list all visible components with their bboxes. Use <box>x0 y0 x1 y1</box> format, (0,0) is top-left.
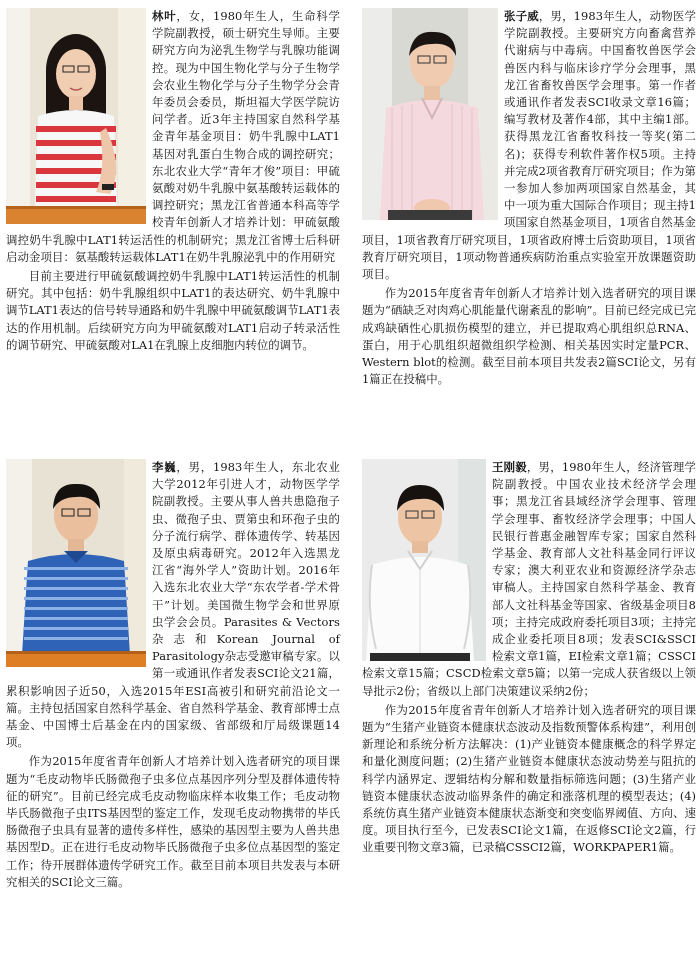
portrait-photo-li-wei <box>6 459 146 667</box>
bio-text: ，男，1983年生人，动物医学学院副教授。主要研究方向畜禽营养代谢病与中毒病。中国畜牧兽医学会兽医内科与临床诊疗学分会理事，黑龙江省畜牧兽医学会理事。第一作者或通讯作者发表SCI收录文章16篇；编写教材及著作4部，其中主编1部。获得黑龙江省畜牧科技一等奖(第二名)；获得专利软件著作权5项。主持并完成2项省教育厅研究项目；作为第一参加人参加两项国家自然基金，其中一项为重大国际合作项目；现主持1项国家自然基金项目，1项省自然基金项目，1项省教育厅研究项目，1项省政府博士后资助项目，1项省教育厅研究项目，1项动物普通疾病防治重点实验室开放课题资助项目。 <box>362 9 696 282</box>
bio-text: ，男，1980年生人，经济管理学院副教授。中国农业技术经济学会理事；黑龙江省县域经济学会理事、管理学会理事、畜牧经济学会理事；中国人民银行普惠金融智库专家；国家自然科学基金、教育部人文社科基金同行评议专家；澳大利亚农业和资源经济学杂志审稿人。主持国家自然科学基金、教育部人文社科基金等国家、省级基金项目8项；主持完成政府委托项目3项；主持完成企业委托项目8项；发表SCI&SSCI检索文章1篇，EI检索文章1篇；CSSCI检索文章15篇；CSCD检索文章5篇；以第一完成人获省级以上领导批示2份；省级以上部门决策建议采纳2份； <box>362 460 696 698</box>
project-text: 目前主要进行甲硫氨酸调控奶牛乳腺中LAT1转运活性的机制研究。其中包括：奶牛乳腺组织中LAT1的表达研究、奶牛乳腺中调节LAT1表达的信号转导通路和奶牛乳腺中甲硫氨酸调节LAT1表达的作用机制。后续研究方向为甲硫氨酸对LAT1启动子转录活性的调节研究、甲硫氨酸对LA1在乳腺上皮细胞内转位的调节。 <box>6 269 340 352</box>
portrait-photo-zhang-ziwei <box>362 8 498 220</box>
profile-lin-ye <box>6 8 340 354</box>
profile-li-wei <box>6 459 340 891</box>
person-name: 林叶 <box>152 9 177 23</box>
project-text: 作为2015年度省青年创新人才培养计划入选者研究的项目课题为“生猪产业链资本健康状态波动及指数预警体系构建”，利用创新理论和系统分析方法解决：(1)产业链资本健康概念的科学界定和量化测度问题；(2)生猪产业链资本健康状态波动势差与阻抗的科学内涵界定、逻辑结构分解和数量指标筛选问题；(3)生猪产业链资本健康状态波动临界条件的确定和涨落机理的模型表达；(4)系统仿真生猪产业链资本健康状态渐变和突变临界阈值、方向、速度。项目执行至今，已发表SCI论文1篇，在返修SCI论文2篇，行业重要刊物文章3篇，已录稿CSSCI2篇，WORKPAPER1篇。 <box>362 702 696 855</box>
bio-text: ，男，1983年生人，东北农业大学2012年引进人才，动物医学学院副教授。主要从事人兽共患隐孢子虫、微孢子虫、贾第虫和环孢子虫的分子流行病学、群体遗传学、转基因及原虫病毒研究。2012年入选黑龙江省“海外学人”资助计划。2016年入选东北农业大学“东农学者-学术骨干”计划。美国微生物学会和世界原虫学会会员。Parasites & Vectors杂志和Korean Journal of Parasitology杂志受邀审稿专家。以第一或通讯作者发表SCI论文21篇，累积影响因子近50，入选2015年ESI高被引和研究前沿论文一篇。主持包括国家自然科学基金、省自然科学基金、教育部博士点基金、中国博士后基金在内的国家级、省部级和厅局级课题14项。 <box>6 460 340 750</box>
person-name: 李巍 <box>152 460 177 474</box>
project-text: 作为2015年度省青年创新人才培养计划入选者研究的项目课题为“毛皮动物毕氏肠微孢子虫多位点基因序列分型及群体遗传特征的研究”。目前已经完成毛皮动物临床样本收集工作；毛皮动物毕氏肠微孢子虫ITS基因型的鉴定工作，发现毛皮动物携带的毕氏肠微孢子虫具有显著的遗传多样性，感染的基因型主要为人兽共患基因型D。正在进行毛皮动物毕氏肠微孢子虫多位点基因型的鉴定工作；待开展群体遗传学研究工作。截至目前本项目共发表与本研究相关的SCI论文三篇。 <box>6 754 340 889</box>
project-text: 作为2015年度省青年创新人才培养计划入选者研究的项目课题为“硒缺乏对肉鸡心肌能量代谢紊乱的影响”。目前已经完成已完成鸡缺硒性心肌损伤模型的建立，并已提取鸡心肌组织总RNA、蛋白，用于心肌组织超微组织学检测、相关基因实时定量PCR、Western blot的检测。截至目前本项目共发表2篇SCI论文，另有1篇正在投稿中。 <box>362 286 696 387</box>
profile-zhang-ziwei <box>362 8 696 388</box>
portrait-photo-wang-gangyi <box>362 459 486 661</box>
person-name: 张子威 <box>504 9 539 23</box>
profile-wang-gangyi <box>362 459 696 857</box>
bio-text: ，女，1980年生人，生命科学学院副教授，硕士研究生导师。主要研究方向为泌乳生物学与乳腺功能调控。现为中国生物化学与分子生物学会农业生物化学与分子生物学分会青年委员会委员，斯坦福大学医学院访问学者。近3年主持国家自然科学基金青年基金项目：奶牛乳腺中LAT1基因对乳蛋白生物合成的调控研究；东北农业大学“青年才俊”项目：甲硫氨酸对奶牛乳腺中氨基酸转运载体的调控研究；黑龙江省普通本科高等学校青年创新人才培养计划：甲硫氨酸调控奶牛乳腺中LAT1转运活性的机制研究；黑龙江省博士后科研启动金项目：氨基酸转运载体LAT1在奶牛乳腺泌乳中的作用研究 <box>6 9 340 264</box>
person-name: 王刚毅 <box>492 460 527 474</box>
portrait-photo-lin-ye <box>6 8 146 224</box>
